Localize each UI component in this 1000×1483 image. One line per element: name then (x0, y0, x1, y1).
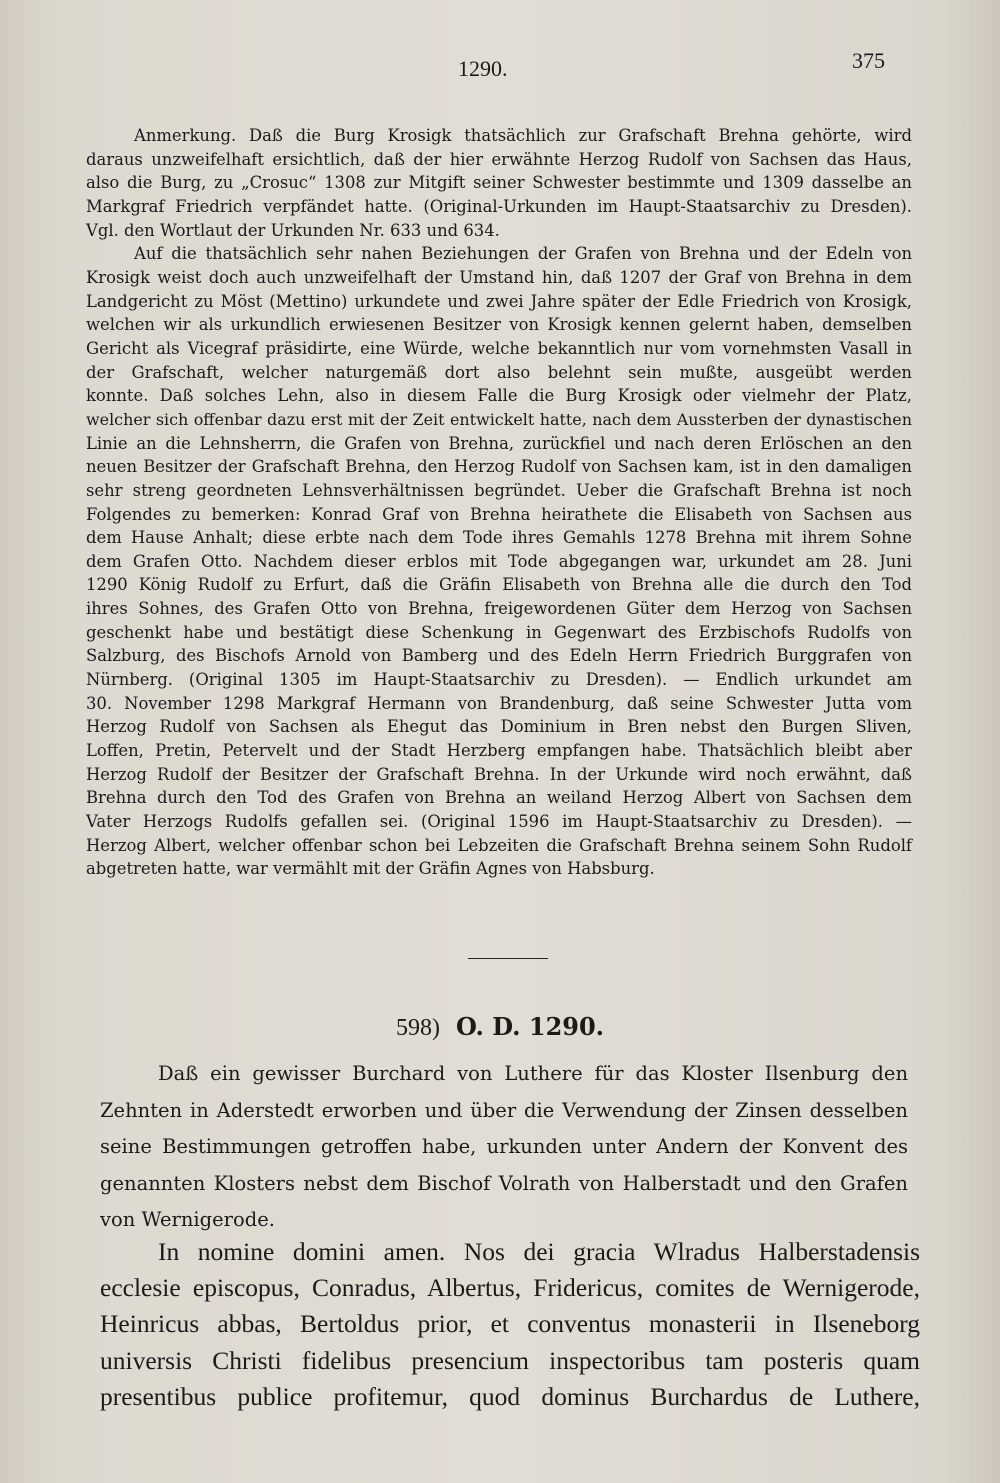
note-line: der Grafschaft, welcher naturgemäß dort also belehnt sein mußte, ausgeübt werden (86, 362, 912, 382)
summary-line: seine Bestimmungen getroffen habe, urkunden unter Andern der Konvent des (100, 1135, 908, 1158)
document-summary (100, 1056, 908, 1239)
note-line: Nürnberg. (Original 1305 im Haupt-Staatsarchiv zu Dresden). — Endlich urkundet am (86, 670, 912, 690)
page-number: 375 (852, 48, 885, 73)
note-line: Landgericht zu Möst (Mettino) urkundete und zwei Jahre später der Edle Friedrich von Krosigk, (86, 291, 912, 311)
summary-line: genannten Klosters nebst dem Bischof Volrath von Halberstadt und den Grafen (100, 1171, 908, 1195)
note-line: daraus unzweifelhaft ersichtlich, daß der hier erwähnte Herzog Rudolf von Sachsen das Haus, (86, 149, 912, 169)
note-line: Herzog Albert, welcher offenbar schon bei Lebzeiten die Grafschaft Brehna seinem Sohn Rudolf (86, 835, 912, 855)
note-line: Brehna durch den Tod des Grafen von Brehna an weiland Herzog Albert von Sachsen dem (86, 788, 912, 808)
note-line: welcher sich offenbar dazu erst mit der Zeit entwickelt hatte, nach dem Aussterben der dynastischen (86, 409, 912, 429)
latin-line: presentibus publice profitemur, quod dominus Burchardus de Luthere, (100, 1381, 920, 1411)
note-line: Anmerkung. Daß die Burg Krosigk thatsächlich zur Grafschaft Brehna gehörte, wird (134, 126, 912, 145)
summary-line: Zehnten in Aderstedt erworben und über die Verwendung der Zinsen desselben (100, 1098, 908, 1122)
note-line: also die Burg, zu „Crosuc“ 1308 zur Mitgift seiner Schwester bestimmte und 1309 dasselbe an (86, 173, 912, 193)
document-heading (0, 1012, 1000, 1042)
note-line: abgetreten hatte, war vermählt mit der Gräfin Agnes von Habsburg. (86, 859, 655, 879)
annotation-paragraph (86, 124, 912, 881)
note-line: Auf die thatsächlich sehr nahen Beziehungen der Grafen von Brehna und der Edeln von (134, 244, 912, 264)
note-line: 30. November 1298 Markgraf Hermann von Brandenburg, daß seine Schwester Jutta vom (86, 693, 912, 713)
latin-line: Heinricus abbas, Bertoldus prior, et conventus monasterii in Ilseneborg (100, 1309, 920, 1339)
note-line: 1290 König Rudolf zu Erfurt, daß die Gräfin Elisabeth von Brehna alle die durch den Tod (86, 575, 912, 595)
note-line: Krosigk weist doch auch unzweifelhaft der Umstand hin, daß 1207 der Graf von Brehna in dem (86, 267, 912, 287)
note-line: Vater Herzogs Rudolfs gefallen sei. (Original 1596 im Haupt-Staatsarchiv zu Dresden). — (86, 812, 912, 832)
note-line: konnte. Daß solches Lehn, also in diesem Falle die Burg Krosigk oder vielmehr der Platz, (86, 386, 912, 406)
note-line: geschenkt habe und bestätigt diese Schenkung in Gegenwart des Erzbischofs Rudolfs von (86, 622, 912, 642)
note-line: Gericht als Vicegraf präsidirte, eine Würde, welche bekanntlich nur vom vornehmsten Vasall in (86, 338, 912, 358)
summary-line: von Wernigerode. (100, 1208, 275, 1231)
running-header (0, 46, 1000, 82)
document-date: O. D. 1290. (455, 1012, 605, 1041)
note-line: Herzog Rudolf der Besitzer der Grafschaft Brehna. In der Urkunde wird noch erwähnt, daß (86, 764, 912, 784)
note-line: Markgraf Friedrich verpfändet hatte. (Original-Urkunden im Haupt-Staatsarchiv zu Dresden). (86, 196, 912, 216)
note-line: sehr streng geordneten Lehnsverhältnissen begründet. Ueber die Grafschaft Brehna ist noch (86, 480, 912, 500)
header-year: 1290. (458, 56, 508, 81)
note-line: Herzog Rudolf von Sachsen als Ehegut das Dominium in Bren nebst den Burgen Sliven, (86, 717, 912, 737)
note-line: Folgendes zu bemerken: Konrad Graf von Brehna heirathete die Elisabeth von Sachsen aus (86, 504, 912, 524)
note-line: dem Hause Anhalt; diese erbte nach dem Tode ihres Gemahls 1278 Brehna mit ihrem Sohne (86, 528, 912, 548)
note-line: Vgl. den Wortlaut der Urkunden Nr. 633 und 634. (86, 220, 500, 240)
latin-line: ecclesie episcopus, Conradus, Albertus, Fridericus, comites de Wernigerode, (100, 1273, 920, 1303)
note-line: Linie an die Lehnsherrn, die Grafen von Brehna, zurückfiel und nach deren Erlöschen an den (86, 433, 912, 453)
latin-charter-text (100, 1234, 920, 1415)
note-line: Loffen, Pretin, Petervelt und der Stadt Herzberg empfangen habe. Thatsächlich bleibt aber (86, 741, 912, 761)
note-line: Salzburg, des Bischofs Arnold von Bamberg und des Edeln Herrn Friedrich Burggrafen von (86, 646, 912, 666)
note-line: dem Grafen Otto. Nachdem dieser erblos mit Tode abgegangen war, urkundet am 28. Juni (86, 551, 912, 571)
section-divider (468, 958, 548, 959)
latin-line: In nomine domini amen. Nos dei gracia Wlradus Halberstadensis (158, 1237, 920, 1266)
note-line: welchen wir als urkundlich erwiesenen Besitzer von Krosigk kennen gelernt haben, demselben (86, 315, 912, 335)
document-number: 598) (395, 1015, 440, 1041)
note-line: neuen Besitzer der Grafschaft Brehna, den Herzog Rudolf von Sachsen kam, ist in den damaligen (86, 457, 912, 477)
note-line: ihres Sohnes, des Grafen Otto von Brehna, freigewordenen Güter dem Herzog von Sachsen (86, 599, 912, 619)
summary-line: Daß ein gewisser Burchard von Luthere für das Kloster Ilsenburg den (158, 1062, 908, 1085)
latin-line: universis Christi fidelibus presencium inspectoribus tam posteris quam (100, 1345, 920, 1375)
